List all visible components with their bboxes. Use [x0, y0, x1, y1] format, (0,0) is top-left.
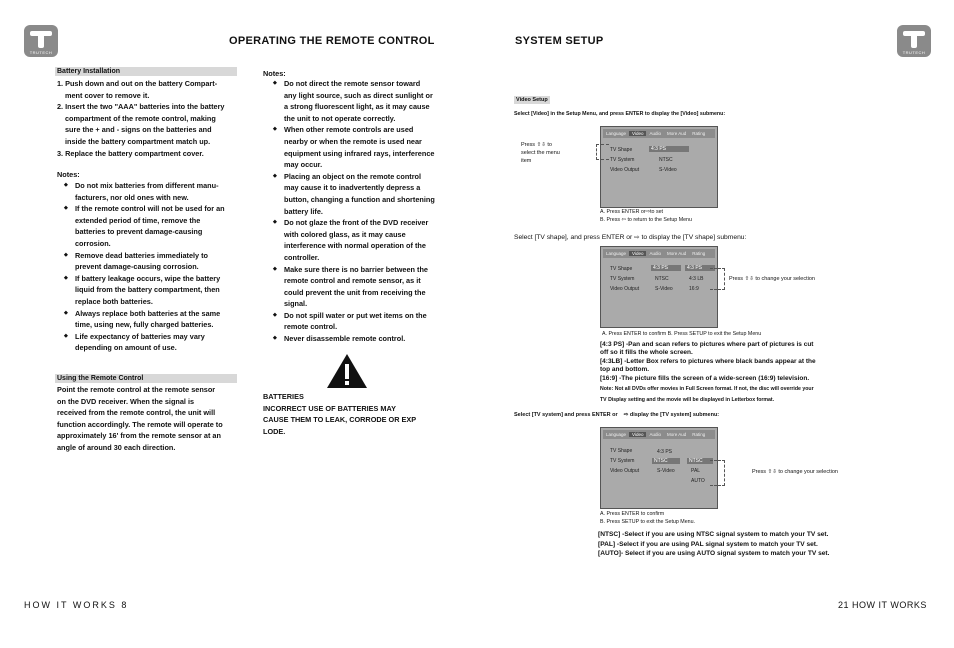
menu-value: S-Video — [655, 286, 673, 292]
text-line: TV Display setting and the movie will be displayed in Letterbox format. — [600, 397, 775, 403]
text-line: ◆ Do not spill water or put wet items on the — [284, 310, 427, 320]
text-line: function accordingly. The remote will operate to — [57, 419, 223, 429]
callout-bracket — [710, 460, 725, 486]
using-text — [57, 384, 247, 454]
text-line: ◆ Never disassemble remote control. — [284, 334, 406, 344]
note-item — [273, 310, 448, 333]
menu-item-tv-shape[interactable]: TV Shape — [610, 147, 633, 153]
menu-value: NTSC — [655, 276, 669, 282]
option-4-3-lb[interactable]: 4:3 LB — [689, 276, 704, 282]
tab-audio[interactable]: Audio — [649, 432, 661, 437]
note-item — [64, 180, 244, 203]
note-item — [273, 217, 448, 263]
text: select the menu — [521, 150, 560, 156]
menu-value: NTSC — [652, 458, 680, 464]
text-line: with colored glass, as it may cause — [284, 229, 406, 239]
warning-label: BATTERIES — [263, 392, 304, 401]
menu-item-tv-shape[interactable]: TV Shape — [610, 448, 633, 454]
notes2-list — [273, 78, 448, 345]
option-auto[interactable]: AUTO — [691, 478, 705, 484]
menu-value: S-Video — [657, 468, 675, 474]
option-4-3-ps[interactable]: 4:3 PS — [685, 265, 715, 271]
text-line: [4:3LB] -Letter Box refers to pictures where black bands appear at the — [600, 357, 816, 365]
setup-screen-video — [600, 126, 718, 208]
step-line: ment cover to remove it. — [65, 90, 150, 100]
warning-text — [263, 391, 453, 437]
video-setup-label: Video Setup — [516, 97, 548, 103]
text: to — [547, 142, 552, 148]
text-line: approximately 16' from the remote sensor at an — [57, 431, 221, 441]
text: to return to the Setup Menu — [627, 217, 692, 223]
text-line: prevent damage-causing corrosion. — [75, 262, 199, 272]
text: Press — [752, 469, 767, 475]
text-line: B. Press SETUP to exit the Setup Menu. — [600, 519, 695, 525]
text-line: ◆ Always replace both batteries at the same — [75, 308, 221, 318]
screen3-press-text — [752, 468, 838, 476]
text: display the [TV system] submenu: — [629, 412, 720, 418]
text-line: ◆ Remove dead batteries immediately to — [75, 250, 209, 260]
note-item — [64, 331, 244, 354]
text-line: may cause it to inadvertently depress a — [284, 183, 421, 193]
tab-audio[interactable]: Audio — [649, 131, 661, 136]
text-line: corrosion. — [75, 238, 111, 248]
note-item — [273, 171, 448, 217]
menu-tabs — [603, 129, 715, 138]
text-line: remote control and remote sensor, as it — [284, 276, 421, 286]
text-line: time, using new, fully charged batteries. — [75, 320, 214, 330]
text-line: ◆ Do not direct the remote sensor toward — [284, 79, 421, 88]
screen1-press-text — [521, 141, 560, 165]
text-line: CAUSE THEM TO LEAK, CORRODE OR EXP — [263, 415, 417, 425]
screen3-notes — [600, 510, 695, 526]
tab-more-audio[interactable]: More Aud — [666, 251, 687, 256]
text-line: INCORRECT USE OF BATTERIES MAY — [263, 403, 396, 413]
step-line: 1. Push down and out on the battery Compart- — [57, 79, 218, 88]
menu-item-video-output[interactable]: Video Output — [610, 286, 640, 292]
footer-right: 21 HOW IT WORKS — [838, 600, 927, 610]
text-line: depending on amount of use. — [75, 343, 177, 353]
text: to change your selection — [755, 276, 815, 282]
footer-left: HOW IT WORKS 8 — [24, 600, 129, 610]
menu-item-tv-system[interactable]: TV System — [610, 157, 635, 163]
system-description — [598, 530, 898, 559]
menu-value: NTSC — [659, 157, 673, 163]
text-line: could prevent the unit from receiving the — [284, 287, 426, 297]
brand-logo-left: TRUTECH — [24, 25, 58, 57]
menu-value: 4:3 PS — [651, 265, 681, 271]
step-line: 2. Insert the two "AAA" batteries into the battery — [57, 102, 225, 112]
text-line: ◆ If battery leakage occurs, wipe the battery — [75, 273, 221, 283]
note-item — [64, 273, 244, 308]
callout-bracket — [596, 144, 609, 160]
text-line: ◆ Make sure there is no barrier between the — [284, 264, 428, 274]
warning-triangle-icon — [326, 353, 368, 389]
menu-value: 4:3 PS — [649, 146, 689, 152]
screen2-press-text — [729, 275, 815, 283]
right-arrow-icon: ⇨ — [623, 412, 629, 418]
step-line: 3. Replace the battery compartment cover. — [57, 148, 204, 158]
text-line: Note: Not all DVDs offer movies in Full Screen format. If not, the disc will override your — [600, 386, 814, 392]
text-line: batteries to prevent damage-causing — [75, 227, 203, 237]
battery-section-title: Battery Installation — [55, 67, 237, 76]
screen1-notes — [600, 208, 692, 224]
option-pal[interactable]: PAL — [691, 468, 701, 474]
text: to change your selection — [778, 469, 838, 475]
text-line: [NTSC] -Select if you are using NTSC signal system to match your TV set. — [598, 531, 829, 538]
battery-steps — [57, 78, 247, 159]
text: B. Press — [600, 217, 621, 223]
menu-item-tv-system[interactable]: TV System — [610, 458, 635, 464]
up-down-arrow-icon: ⇧⇩ — [744, 276, 754, 282]
text-line: angle of around 30 each direction. — [57, 442, 176, 452]
setup-intro: Select [Video] in the Setup Menu, and press ENTER to display the [Video] submenu: — [514, 111, 726, 117]
text: to set — [650, 209, 664, 215]
shape-description — [600, 341, 860, 383]
text-line: top and bottom. — [600, 366, 650, 374]
text-line: ◆ Do not glaze the front of the DVD receiver — [284, 218, 429, 228]
menu-value: 4:3 PS — [657, 449, 673, 455]
text-line: equipment using infrared rays, interference — [284, 148, 435, 158]
note-item — [64, 203, 244, 249]
page-title-left: OPERATING THE REMOTE CONTROL — [229, 35, 435, 47]
page-title-right: SYSTEM SETUP — [515, 35, 604, 47]
text-line: interference with normal operation of the — [284, 241, 426, 251]
text-line: battery life. — [284, 206, 323, 216]
menu-item-tv-shape[interactable]: TV Shape — [610, 266, 633, 272]
text-line: a strong fluorescent light, as it may cause — [284, 102, 430, 112]
text-line: received from the remote control, the unit will — [57, 408, 216, 418]
option-16-9[interactable]: 16:9 — [689, 286, 699, 292]
tab-more-audio[interactable]: More Aud — [666, 131, 687, 136]
tab-language[interactable]: Language — [606, 432, 627, 437]
text-line: [PAL] -Select if you are using PAL signal system to match your TV set. — [598, 540, 818, 548]
step-line: compartment of the remote control, making — [65, 113, 216, 123]
tab-language[interactable]: Language — [606, 251, 627, 256]
text-line: ◆ Do not mix batteries from different manu- — [75, 181, 219, 190]
note-item — [273, 124, 448, 170]
shape-intro — [514, 233, 746, 241]
text: item — [521, 158, 532, 164]
tab-language[interactable]: Language — [606, 131, 627, 136]
tab-video[interactable]: Video — [629, 432, 646, 437]
text: Select [TV shape], and press ENTER or — [514, 234, 633, 241]
menu-item-tv-system[interactable]: TV System — [610, 276, 635, 282]
step-line: sure the + and - signs on the batteries and — [65, 125, 212, 135]
text-line: [AUTO]- Select if you are using AUTO signal system to match your TV set. — [598, 550, 830, 557]
shape-note — [600, 384, 900, 406]
screen2-notes: A. Press ENTER to confirm B. Press SETUP to exit the Setup Menu — [602, 331, 762, 337]
text-line: on the DVD receiver. When the signal is — [57, 396, 195, 406]
callout-bracket — [710, 268, 725, 290]
text-line: ◆ When other remote controls are used — [284, 125, 414, 135]
note-item — [273, 333, 448, 345]
brand-logo-right: TRUTECH — [897, 25, 931, 57]
text-line: any light source, such as direct sunlight or — [284, 90, 433, 100]
text-line: [16:9] -The picture fills the screen of a wide-screen (16:9) television. — [600, 374, 810, 382]
tab-rating[interactable]: Rating — [692, 131, 706, 136]
up-down-arrow-icon: ⇧⇩ — [767, 469, 777, 475]
up-down-arrow-icon: ⇧⇩ — [536, 142, 546, 148]
battery-notes — [64, 180, 244, 354]
note-item — [64, 250, 244, 273]
text-line: ◆ If the remote control will not be used for an — [75, 204, 225, 214]
menu-item-video-output[interactable]: Video Output — [610, 167, 640, 173]
text-line: LODE. — [263, 426, 286, 436]
using-section-title: Using the Remote Control — [55, 374, 237, 383]
text-line: controller. — [284, 252, 320, 262]
text-line: extended period of time, remove the — [75, 215, 201, 225]
text: Press — [729, 276, 744, 282]
note-item — [273, 78, 448, 124]
text-line: signal. — [284, 299, 308, 309]
text: Press — [521, 142, 536, 148]
right-arrow-icon: ⇨ — [634, 234, 640, 241]
battery-notes-label: Notes: — [57, 170, 80, 179]
text-line: Point the remote control at the remote sensor — [57, 385, 216, 394]
setup-screen-tv-shape — [600, 246, 718, 328]
tab-video[interactable]: Video — [629, 251, 646, 256]
tab-video[interactable]: Video — [629, 131, 646, 136]
menu-item-video-output[interactable]: Video Output — [610, 468, 640, 474]
step-line: inside the battery compartment match up. — [65, 136, 211, 146]
text-line: nearby or when the remote is used near — [284, 136, 422, 146]
text-line: remote control. — [284, 322, 338, 332]
text-line: the unit to not operate correctly. — [284, 113, 396, 123]
text-line: [4:3 PS] -Pan and scan refers to pictures where part of pictures is cut — [600, 341, 814, 348]
menu-value: S-Video — [659, 167, 677, 173]
text-line: ◆ Placing an object on the remote control — [284, 171, 422, 181]
text-line: ◆ Life expectancy of batteries may vary — [75, 331, 205, 341]
tab-rating[interactable]: Rating — [692, 251, 706, 256]
left-arrow-icon: ⇦ — [621, 217, 626, 223]
text: Select [TV system] and press ENTER or — [514, 412, 618, 418]
option-ntsc[interactable]: NTSC — [687, 458, 713, 464]
right-arrow-icon: ⇨ — [645, 209, 651, 215]
text-line: button, changing a function and shortening — [284, 194, 435, 204]
text: A. Press ENTER or — [600, 209, 646, 215]
note-item — [64, 308, 244, 331]
text-line: facturers, nor old ones with new. — [75, 192, 189, 202]
text-line: may occur. — [284, 160, 323, 170]
system-intro — [514, 412, 719, 418]
menu-tabs — [603, 249, 715, 258]
text-line: replace both batteries. — [75, 296, 153, 306]
tab-rating[interactable]: Rating — [692, 432, 706, 437]
tab-audio[interactable]: Audio — [649, 251, 661, 256]
setup-screen-tv-system — [600, 427, 718, 509]
text-line: liquid from the battery compartment, then — [75, 285, 220, 295]
text-line: off so it fills the whole screen. — [600, 349, 693, 357]
text-line: A. Press ENTER to confirm — [600, 511, 665, 517]
note-item — [273, 264, 448, 310]
menu-tabs — [603, 430, 715, 439]
notes2-label: Notes: — [263, 69, 286, 78]
text: to display the [TV shape] submenu: — [641, 234, 747, 241]
tab-more-audio[interactable]: More Aud — [666, 432, 687, 437]
